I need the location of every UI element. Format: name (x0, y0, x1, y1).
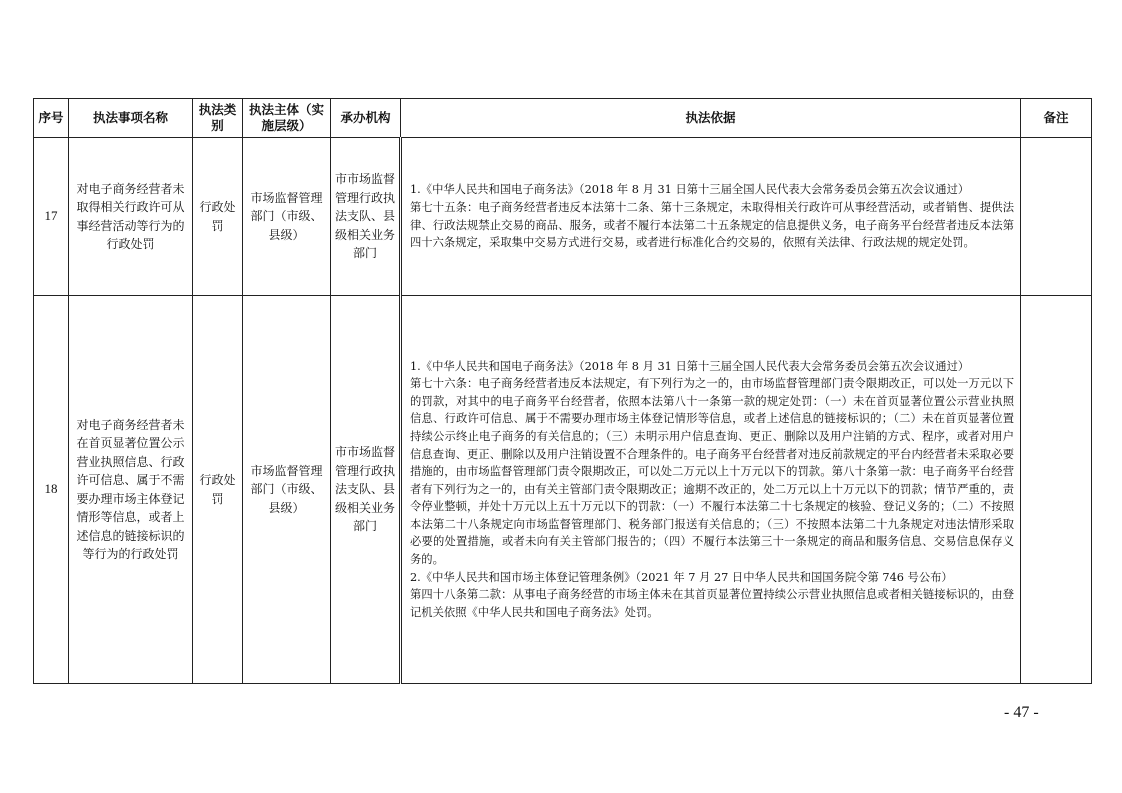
row-basis (401, 138, 1021, 296)
row-remark (1021, 296, 1092, 684)
row-agency: 市市场监督管理行政执法支队、县级相关业务部门 (331, 138, 401, 296)
page-number: - 47 - (1004, 704, 1039, 721)
basis-paragraph: 1.《中华人民共和国电子商务法》（2018 年 8 月 31 日第十三届全国人民代表大会常务委员会第五次会议通过） (410, 183, 970, 197)
header-remark: 备注 (1021, 99, 1092, 138)
row-item-name: 对电子商务经营者未取得相关行政许可从事经营活动等行为的行政处罚 (69, 138, 193, 296)
row-seq: 17 (34, 138, 69, 296)
enforcement-table (33, 98, 1092, 684)
header-row (34, 99, 1092, 138)
header-agency: 承办机构 (331, 99, 401, 138)
header-name: 执法事项名称 (69, 99, 193, 138)
header-category: 执法类别 (193, 99, 243, 138)
row-basis (401, 296, 1021, 684)
row-category: 行政处罚 (193, 138, 243, 296)
row-remark (1021, 138, 1092, 296)
basis-paragraph: 第七十五条：电子商务经营者违反本法第十二条、第十三条规定，未取得相关行政许可从事经营活动，或者销售、提供法律、行政法规禁止交易的商品、服务，或者不履行本法第二十五条规定的信息提供义务，电子商务平台经营者违反本法第四十六条规定，采取集中交易方式进行交易，或者进行标准化合约交易的，依照有关法律、行政法规的规定处罚。 (410, 200, 1014, 250)
basis-paragraph: 第四十八条第二款：从事电子商务经营的市场主体未在其首页显著位置持续公示营业执照信息或者相关链接标识的，由登记机关依照《中华人民共和国电子商务法》处罚。 (410, 588, 1014, 619)
row-subject: 市场监督管理部门（市级、县级） (243, 296, 331, 684)
header-seq: 序号 (34, 99, 69, 138)
header-subject: 执法主体（实施层级） (243, 99, 331, 138)
table-row (34, 138, 1092, 296)
basis-paragraph: 1.《中华人民共和国电子商务法》（2018 年 8 月 31 日第十三届全国人民代表大会常务委员会第五次会议通过） (410, 359, 970, 373)
row-agency: 市市场监督管理行政执法支队、县级相关业务部门 (331, 296, 401, 684)
basis-paragraph: 2.《中华人民共和国市场主体登记管理条例》（2021 年 7 月 27 日中华人民共和国国务院令第 746 号公布） (410, 570, 953, 584)
row-item-name: 对电子商务经营者未在首页显著位置公示营业执照信息、行政许可信息、属于不需要办理市场主体登记情形等信息，或者上述信息的链接标识的等行为的行政处罚 (69, 296, 193, 684)
basis-paragraph: 第七十六条：电子商务经营者违反本法规定，有下列行为之一的，由市场监督管理部门责令限期改正，可以处一万元以下的罚款，对其中的电子商务平台经营者，依照本法第八十一条第一款的规定处罚：（一）未在首页显著位置公示营业执照信息、行政许可信息、属于不需要办理市场主体登记情形等信息，或者上述信息的链接标识的；（二）未在首页显著位置持续公示终止电子商务的有关信息的；（三）未明示用户信息查询、更正、删除以及用户注销的方式、程序，或者对用户信息查询、更正、删除以及用户注销设置不合理条件的。电子商务平台经营者对违反前款规定的平台内经营者未采取必要措施的，由市场监督管理部门责令限期改正，可以处二万元以上十万元以下的罚款。第八十条第一款：电子商务平台经营者有下列行为之一的，由有关主管部门责令限期改正；逾期不改正的，处二万元以上十万元以下的罚款；情节严重的，责令停业整顿，并处十万元以上五十万元以下的罚款：（一）不履行本法第二十七条规定的核验、登记义务的；（二）不按照本法第二十八条规定向市场监督管理部门、税务部门报送有关信息的；（三）不按照本法第二十九条规定对违法情形采取必要的处置措施，或者未向有关主管部门报告的；（四）不履行本法第三十一条规定的商品和服务信息、交易信息保存义务的。 (410, 377, 1014, 567)
row-subject: 市场监督管理部门（市级、县级） (243, 138, 331, 296)
row-seq: 18 (34, 296, 69, 684)
table-row (34, 296, 1092, 684)
header-basis: 执法依据 (401, 99, 1021, 138)
row-category: 行政处罚 (193, 296, 243, 684)
